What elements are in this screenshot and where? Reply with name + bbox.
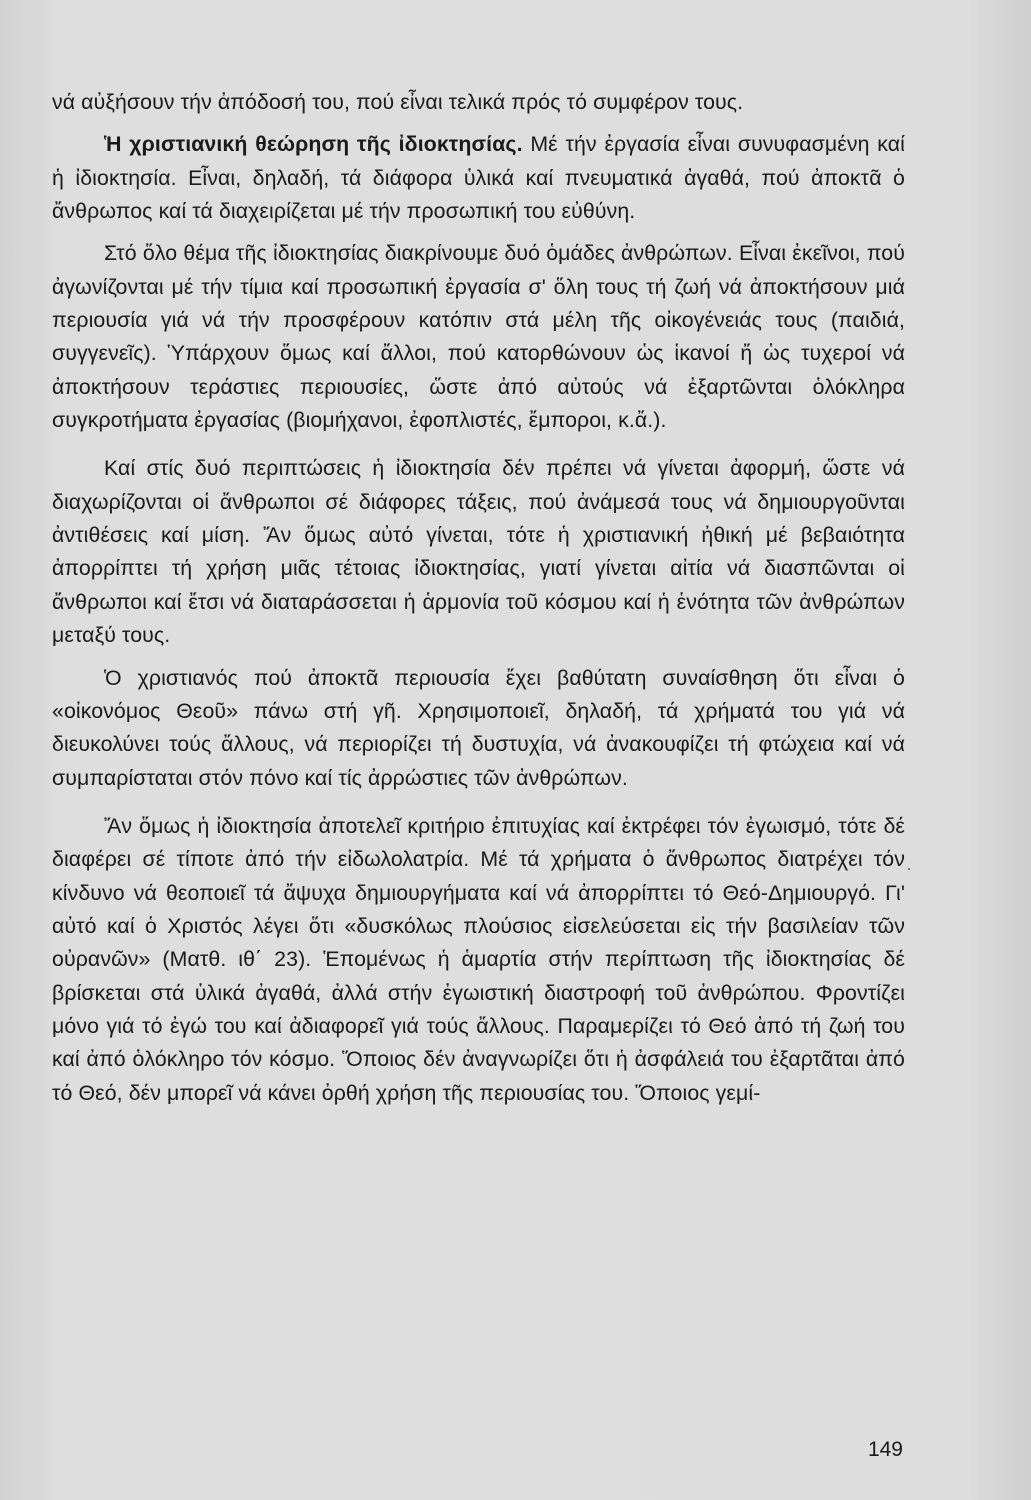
section-body: Μέ τήν ἐργασία εἶναι συνυφασμένη καί ἡ ἰδιοκτησία. Εἶναι, δηλαδή, τά διάφορα ὑλικά καί πνευματικά ἀγαθά, πού ἀποκτᾶ ὁ ἄνθρωπος καί τά διαχειρίζεται μέ τήν προσωπική του εὐθύνη.	[52, 132, 906, 224]
paragraph-idolatry: Ἄν ὅμως ἡ ἰδιοκτησία ἀποτελεῖ κριτήριο ἐπιτυχίας καί ἐκτρέφει τόν ἐγωισμό, τότε δέ διαφέρει σέ τίποτε ἀπό τήν εἰδωλολατρία. Μέ τά χρήματα ὁ ἄνθρωπος διατρέχει τόν κίνδυνο νά θεοποιεῖ τά ἄψυχα δημιουργήματα καί νά ἀπορρίπτει τό Θεό-Δημιουργό. Γι' αὐτό καί ὁ Χριστός λέγει ὅτι «δυσκόλως πλούσιος εἰσελεύσεται εἰς τήν βασιλείαν τῶν οὐρανῶν» (Ματθ. ιθ΄ 23). Ἑπομένως ἡ ἁμαρτία στήν περίπτωση τῆς ἰδιοκτησίας δέ βρίσκεται στά ὑλικά ἀγαθά, ἀλλά στήν ἐγωιστική διαστροφή τοῦ ἀνθρώπου. Φροντίζει μόνο γιά τό ἐγώ του καί ἀδιαφορεῖ γιά τούς ἄλλους. Παραμερίζει τό Θεό ἀπό τή ζωή του καί ἀπό ὁλόκληρο τόν κόσμο. Ὅποιος δέν ἀναγνωρίζει ὅτι ἡ ἀσφάλειά του ἐξαρτᾶται ἀπό τό Θεό, δέν μπορεῖ νά κάνει ὀρθή χρήση τῆς περιουσίας του. Ὅποιος γεμί-	[52, 813, 905, 1105]
intro-line: νά αὐξήσουν τήν ἀπόδοσή του, πού εἶναι τελικά πρός τό συμφέρον τους.	[52, 90, 744, 114]
page-number: 149	[867, 1438, 903, 1461]
section-heading: Ἡ χριστιανική θεώρηση τῆς ἰδιοκτησίας.	[104, 132, 523, 157]
paragraph-both-cases: Καί στίς δυό περιπτώσεις ἡ ἰδιοκτησία δέν πρέπει νά γίνεται ἀφορμή, ὥστε νά διαχωρίζονται οἱ ἄνθρωποι σέ διάφορες τάξεις, πού ἀνάμεσά τους νά δημιουργοῦνται ἀντιθέσεις καί μίση. Ἄν ὅμως αὐτό γίνεται, τότε ἡ χριστιανική ἠθική μέ βεβαιότητα ἀπορρίπτει τή χρήση μιᾶς τέτοιας ἰδιοκτησίας, γιατί γίνεται αἰτία νά διασπῶνται οἱ ἄνθρωποι καί ἔτσι νά διαταράσσεται ἡ ἁρμονία τοῦ κόσμου καί ἡ ἑνότητα τῶν ἀνθρώπων μεταξύ τους.	[52, 456, 905, 648]
section-paragraph	[52, 128, 905, 228]
page-body	[52, 86, 905, 1110]
paragraph-steward: Ὁ χριστιανός πού ἀποκτᾶ περιουσία ἔχει βαθύτατη συναίσθηση ὅτι εἶναι ὁ «οἰκονόμος Θεοῦ» πάνω στή γῆ. Χρησιμοποιεῖ, δηλαδή, τά χρήματά του γιά νά διευκολύνει τούς ἄλλους, νά περιορίζει τή δυστυχία, νά ἀνακουφίζει τή φτώχεια καί νά συμπαρίσταται στόν πόνο καί τίς ἀρρώστιες τῶν ἀνθρώπων.	[52, 665, 905, 790]
scan-speck	[908, 868, 910, 870]
paragraph-groups: Στό ὅλο θέμα τῆς ἰδιοκτησίας διακρίνουμε δυό ὁμάδες ἀνθρώπων. Εἶναι ἐκεῖνοι, πού ἀγωνίζονται μέ τήν τίμια καί προσωπική ἐργασία σ' ὅλη τους τή ζωή νά ἀποκτήσουν μιά περιουσία γιά νά τήν προσφέρουν κατόπιν στά μέλη τῆς οἰκογένειάς τους (παιδιά, συγγενεῖς). Ὑπάρχουν ὅμως καί ἄλλοι, πού κατορθώνουν ὡς ἱκανοί ἤ ὡς τυχεροί νά ἀποκτήσουν τεράστιες περιουσίες, ὥστε ἀπό αὐτούς νά ἐξαρτῶνται ὁλόκληρα συγκροτήματα ἐργασίας (βιομήχανοι, ἐφοπλιστές, ἔμποροι, κ.ἄ.).	[52, 241, 905, 433]
